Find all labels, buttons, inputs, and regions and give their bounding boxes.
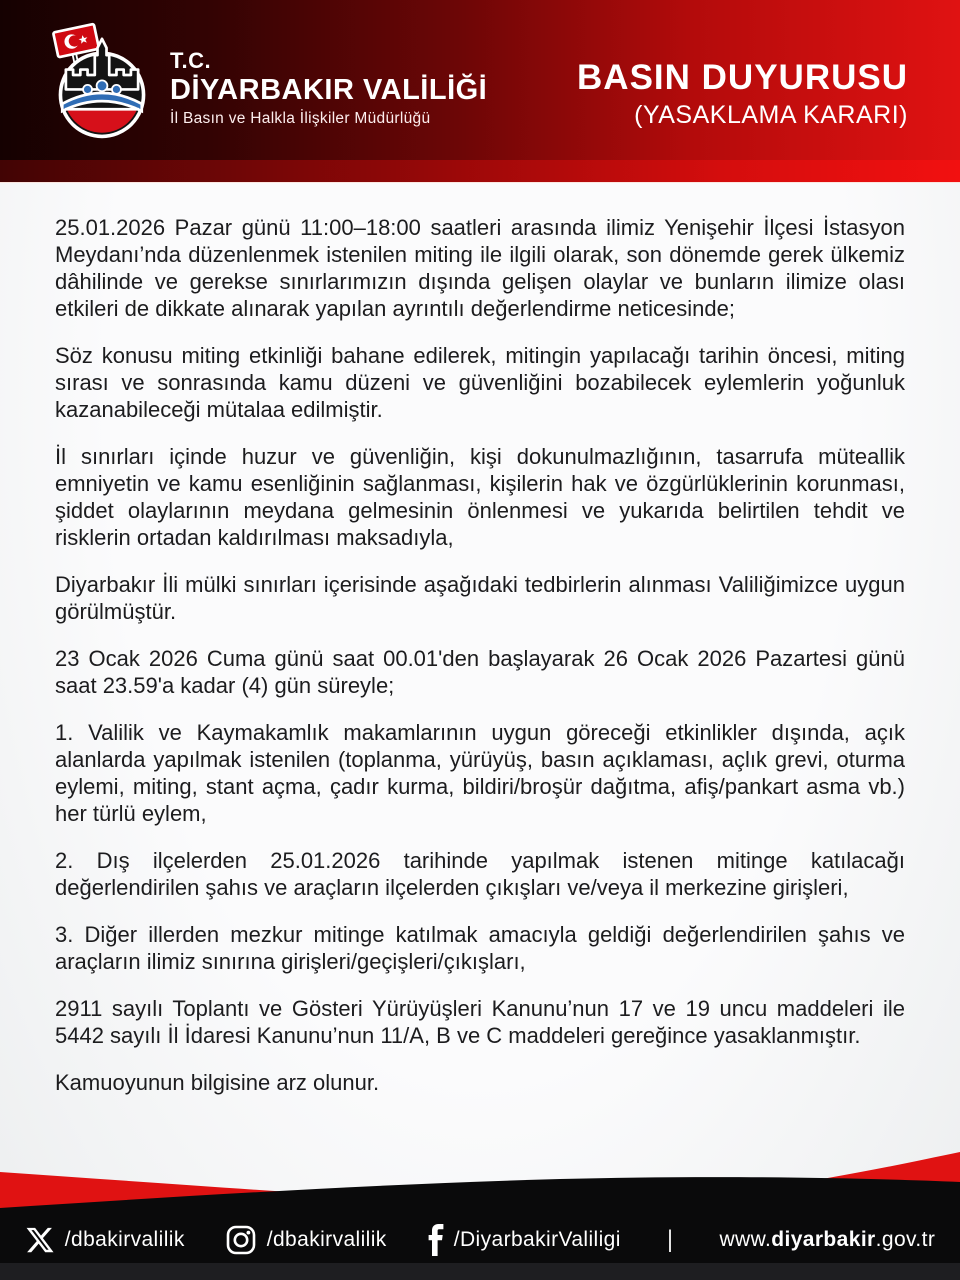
paragraph-closing: Kamuoyunun bilgisine arz olunur. [55,1070,380,1095]
x-handle-label: /dbakirvalilik [64,1228,185,1251]
list-item-3: 3. Diğer illerden mezkur mitinge katılmak amacıyla geldiği değerlendirilen şahıs ve araçların ilimiz sınırına girişleri/geçişleri/çıkışları, [55,922,905,974]
website-bold: diyarbakir [771,1228,876,1251]
instagram-icon [225,1224,257,1256]
list-item-1: 1. Valilik ve Kaymakamlık makamlarının uygun göreceği etkinlikler dışında, açık alanlarda yapılmak istenilen (toplanma, yürüyüş, basın açıklaması, açlık grevi, oturma eylemi, miting, stant açma, çadır kurma, bildiri/broşür dağıtma, afiş/pankart asma vb.) her türlü eylem, [55,720,905,826]
footer [0,1145,960,1280]
document-body [0,182,960,1096]
paragraph-legal-basis: 2911 sayılı Toplantı ve Gösteri Yürüyüşleri Kanunu’nun 17 ve 19 uncu maddeleri ile 5442 sayılı İl İdaresi Kanunu’nun 11/A, B ve C maddeleri gereğince yasaklanmıştır. [55,996,905,1048]
announcement-subtitle: (YASAKLAMA KARARI) [634,101,908,129]
footer-separator: | [666,1226,674,1253]
brand-block [46,20,487,148]
website-link[interactable] [719,1228,935,1252]
paragraph-dates: 23 Ocak 2026 Cuma günü saat 00.01'den başlayarak 26 Ocak 2026 Pazartesi günü saat 23.59'a kadar (4) gün süreyle; [55,646,905,698]
governorship-logo-icon [46,20,158,148]
footer-wave-decoration [0,1145,960,1280]
paragraph-assessment: Söz konusu miting etkinliği bahane edilerek, mitingin yapılacağı tarihin öncesi, miting sırası ve sonrasında kamu düzeni ve güvenliğini bozabilecek eylemlerin yoğunluk kazanabileceği mütalaa edilmiştir. [55,343,905,422]
website-prefix: www. [719,1228,772,1251]
header-red-stripe [0,160,960,182]
list-item-2: 2. Dış ilçelerden 25.01.2026 tarihinde yapılmak istenen mitinge katılacağı değerlendirilen şahıs ve araçların ilçelerden çıkışları ve/veya il merkezine girişleri, [55,848,905,900]
paragraph-intro: 25.01.2026 Pazar günü 11:00–18:00 saatleri arasında ilimiz Yenişehir İlçesi İstasyon Meydanı’nda düzenlenmek istenilen miting ile ilgili olarak, son dönemde gerek ülkemiz dâhilinde ve gerekse sınırlarımızın dışında gelişen olaylar ve bunların ilimize olası etkileri de dikkate alınarak yapılan ayrıntılı değerlendirme neticesinde; [55,215,905,321]
org-name: DİYARBAKIR VALİLİĞİ [170,74,488,106]
org-tc: T.C. [170,48,212,73]
website-suffix: .gov.tr [875,1228,936,1251]
announcement-title: BASIN DUYURUSU [577,58,908,97]
footer-social-bar [0,1224,960,1256]
org-subtitle: İl Basın ve Halkla İlişkiler Müdürlüğü [170,110,431,127]
x-link[interactable] [25,1225,185,1255]
instagram-handle-label: /dbakirvalilik [266,1228,387,1251]
paragraph-purpose: İl sınırları içinde huzur ve güvenliğin, kişi dokunulmazlığının, tasarrufa müteallik emniyetin ve kamu esenliğinin sağlanması, kişilerin hak ve özgürlüklerinin korunması, şiddet olaylarının meydana gelmesinin önlenmesi ve yukarıda belirtilen tehdit ve risklerin ortadan kaldırılması maksadıyla, [55,444,905,550]
x-icon [25,1225,55,1255]
instagram-link[interactable] [225,1224,387,1256]
facebook-handle-label: /DiyarbakirValiligi [453,1228,621,1251]
header-banner [0,0,960,182]
facebook-icon [427,1224,444,1256]
facebook-link[interactable] [427,1224,621,1256]
announcement-block [577,60,908,128]
paragraph-decision: Diyarbakır İli mülki sınırları içerisinde aşağıdaki tedbirlerin alınması Valiliğimizce uygun görülmüştür. [55,572,905,624]
